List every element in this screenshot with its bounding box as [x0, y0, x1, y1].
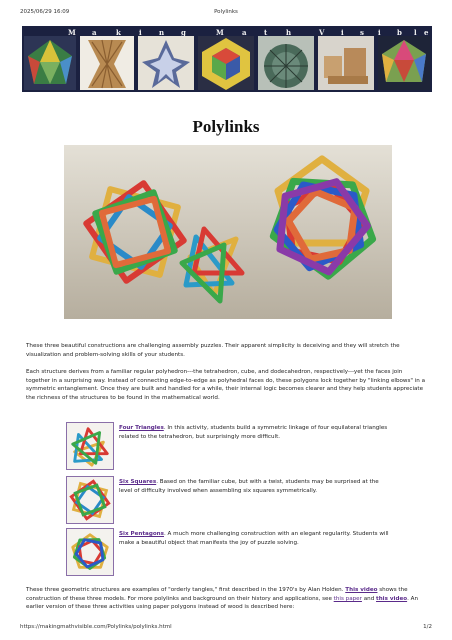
print-date: 2025/06/29 16:09 — [20, 9, 70, 15]
print-footer — [20, 624, 432, 634]
banner-letter: i — [139, 28, 142, 37]
banner-letter: i — [341, 28, 344, 37]
page-number: 1/2 — [423, 624, 432, 630]
banner-letter: s — [360, 28, 364, 37]
banner-letter: i — [378, 28, 381, 37]
activity-four-triangles — [66, 422, 396, 472]
polylinks-photo — [64, 145, 392, 319]
banner-letter: M — [216, 28, 224, 37]
this-paper-link[interactable]: this paper — [333, 595, 362, 602]
print-title: Polylinks — [214, 9, 238, 15]
intro-paragraph-1: These three beautiful constructions are challenging assembly puzzles. Their apparent simplicity is deceiving and they will stretch the visualization and problem-solving skills of your students. — [26, 343, 400, 358]
banner-title — [22, 28, 432, 37]
banner-tile-1 — [24, 36, 76, 90]
banner-tile-3 — [138, 36, 194, 90]
banner-letter: h — [286, 28, 292, 37]
site-banner[interactable] — [22, 26, 432, 92]
this-video-link-2[interactable]: this video — [376, 595, 408, 602]
banner-letter: a — [242, 28, 247, 37]
activity-six-squares — [66, 476, 396, 526]
four-triangles-link[interactable]: Four Triangles — [119, 425, 164, 431]
banner-letter: e — [424, 28, 429, 37]
banner-tile-7 — [378, 36, 430, 90]
banner-tile-5 — [258, 36, 314, 90]
print-header — [20, 9, 432, 19]
banner-letter: l — [414, 28, 417, 37]
six-squares-thumbnail[interactable] — [66, 476, 114, 524]
banner-letter: k — [116, 28, 121, 37]
banner-letter: g — [181, 28, 186, 37]
intro-paragraph-2: Each structure derives from a familiar regular polyhedron---the tetrahedron, cube, and dodecahedron, respectively---yet the faces join together in a surprising way. Instead of connecting edge-to-edge as polyhedral faces do, these polygons lock together by "linking elbows" in a symmetric entanglement. Once they are built and handled for a while, their internal logic becomes clearer and they help students appreciate the richness of the structures to be found in the mathematical world. — [26, 369, 426, 402]
six-pentagons-link[interactable]: Six Pentagons — [119, 531, 164, 537]
banner-letter: M — [68, 28, 76, 37]
activity-six-pentagons — [66, 528, 396, 578]
banner-tile-2 — [80, 36, 134, 90]
banner-letter: a — [92, 28, 97, 37]
this-video-link[interactable]: This video — [345, 587, 378, 593]
banner-letter: V — [319, 28, 325, 37]
six-squares-link[interactable]: Six Squares — [119, 479, 157, 485]
activity-description: Six Squares. Based on the familiar cube, but with a twist, students may be surprised at the level of difficulty involved when assembling six squares symmetrically. — [119, 479, 379, 494]
banner-tile-4 — [198, 36, 254, 90]
banner-tile-6 — [318, 36, 374, 90]
activity-description: Four Triangles. In this activity, students build a symmetric linkage of four equilateral triangles related to the tetrahedron, but surprisingly more difficult. — [119, 425, 388, 440]
four-triangles-thumbnail[interactable] — [66, 422, 114, 470]
page-title: Polylinks — [192, 117, 260, 136]
banner-letter: b — [397, 28, 402, 37]
banner-letter: t — [264, 28, 268, 37]
closing-paragraph: These three geometric structures are examples of "orderly tangles," first described in the 1970's by Alan Holden. This video shows the construction of these three models. For more polylinks and background on their history and applications, see this paper and this video. An earlier version of these three activities using paper polygons instead of wood is described here: — [26, 587, 419, 611]
activity-description: Six Pentagons. A much more challenging construction with an elegant regularity. Students will make a beautiful object that manifests the joy of puzzle solving. — [119, 531, 389, 546]
print-url: https://makingmathvisible.com/Polylinks/polylinks.html — [20, 624, 172, 630]
banner-letter: n — [159, 28, 165, 37]
six-pentagons-thumbnail[interactable] — [66, 528, 114, 576]
